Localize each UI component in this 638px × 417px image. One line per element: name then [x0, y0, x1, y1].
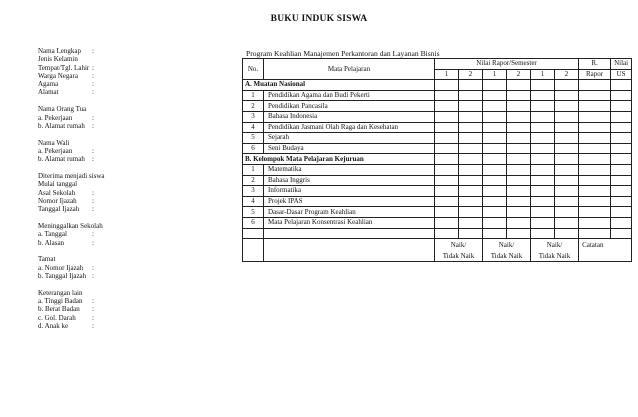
- grade-cell: [459, 217, 483, 228]
- grade-cell: [555, 164, 579, 175]
- field-colon: :: [92, 113, 94, 122]
- grade-cell: [531, 90, 555, 101]
- field-label: Nomor Ijazah: [38, 196, 77, 205]
- semester-header: 1: [483, 69, 507, 80]
- subject-name: Dasar-Dasar Program Keahlian: [264, 207, 435, 218]
- header-no: No.: [243, 59, 264, 80]
- subject-row: [243, 122, 632, 133]
- field-label: Meninggalkan Sekolah: [38, 222, 103, 231]
- subject-name: Pendidikan Agama dan Budi Pekerti: [264, 90, 435, 101]
- grade-cell: [579, 207, 611, 218]
- subject-number: 5: [243, 207, 264, 218]
- grade-cell: [611, 101, 632, 112]
- blank-cell: [264, 239, 435, 262]
- grade-cell: [555, 143, 579, 154]
- field-label: Keterangan lain: [38, 288, 83, 297]
- field-label: Jenis Kelamin: [38, 55, 78, 64]
- grade-cell: [507, 101, 531, 112]
- grade-cell: [435, 111, 459, 122]
- blank-row: [243, 228, 632, 239]
- grade-cell: [555, 122, 579, 133]
- field-label: Nama Lengkap: [38, 47, 81, 55]
- section-title: B. Kelompok Mata Pelajaran Kejuruan: [243, 154, 435, 165]
- field-colon: :: [92, 88, 94, 97]
- group-spacer: [38, 214, 228, 223]
- identity-row: [38, 322, 228, 330]
- grade-cell: [435, 101, 459, 112]
- grade-cell: [611, 207, 632, 218]
- grade-cell: [459, 90, 483, 101]
- grade-cell: [531, 154, 555, 165]
- grades-table: [242, 58, 632, 262]
- identity-row: [38, 189, 228, 197]
- subject-name: Sejarah: [264, 133, 435, 144]
- subject-number: 1: [243, 90, 264, 101]
- grade-cell: [435, 122, 459, 133]
- field-label: Asal Sekolah: [38, 188, 76, 197]
- grade-cell: [579, 175, 611, 186]
- field-label: Mulai tanggal: [38, 180, 78, 189]
- semester-header: 2: [459, 69, 483, 80]
- field-colon: :: [92, 188, 94, 197]
- identity-row: [38, 230, 228, 238]
- grade-cell: [435, 186, 459, 197]
- status-tidak-naik: Tidak Naik: [490, 252, 523, 261]
- grade-cell: [435, 164, 459, 175]
- grade-cell: [611, 122, 632, 133]
- grade-cell: [435, 175, 459, 186]
- grade-cell: [459, 186, 483, 197]
- subject-number: 6: [243, 143, 264, 154]
- grade-cell: [531, 217, 555, 228]
- grade-cell: [531, 186, 555, 197]
- grade-cell: [555, 133, 579, 144]
- grade-cell: [507, 90, 531, 101]
- identity-row: [38, 55, 228, 63]
- subject-name: Bahasa Inggris: [264, 175, 435, 186]
- grade-cell: [507, 133, 531, 144]
- section-title: A. Muatan Nasional: [243, 80, 435, 91]
- field-colon: [92, 222, 100, 230]
- field-label: Alamat: [38, 88, 59, 97]
- grade-cell: [611, 164, 632, 175]
- subject-row: [243, 175, 632, 186]
- identity-row: [38, 114, 228, 122]
- grade-cell: [555, 111, 579, 122]
- grade-cell: [555, 90, 579, 101]
- grade-cell: [483, 143, 507, 154]
- grade-cell: [435, 217, 459, 228]
- grade-cell: [264, 228, 435, 239]
- grade-cell: [611, 154, 632, 165]
- grade-cell: [459, 143, 483, 154]
- field-colon: :: [92, 146, 94, 155]
- field-label: a. Nomor Ijazah: [38, 263, 84, 272]
- field-colon: :: [92, 322, 94, 331]
- grade-cell: [611, 111, 632, 122]
- field-colon: [92, 172, 100, 180]
- notes-label: Catatan: [582, 241, 604, 250]
- identity-row: [38, 272, 228, 280]
- grade-cell: [483, 154, 507, 165]
- grade-cell: [531, 111, 555, 122]
- grade-cell: [579, 133, 611, 144]
- subject-name: Matematika: [264, 164, 435, 175]
- grade-cell: [507, 228, 531, 239]
- subject-row: [243, 111, 632, 122]
- status-tidak-naik: Tidak Naik: [442, 252, 475, 261]
- grade-cell: [579, 217, 611, 228]
- subject-name: Informatika: [264, 186, 435, 197]
- grade-cell: [483, 122, 507, 133]
- grade-cell: [483, 133, 507, 144]
- grade-cell: [459, 101, 483, 112]
- field-label: Agama: [38, 80, 59, 89]
- grade-cell: [459, 80, 483, 91]
- field-colon: :: [92, 205, 94, 214]
- grade-cell: [579, 186, 611, 197]
- identity-row: [38, 180, 228, 188]
- grade-cell: [483, 186, 507, 197]
- grade-cell: [435, 228, 459, 239]
- grade-cell: [611, 175, 632, 186]
- field-label: Diterima menjadi siswa: [38, 172, 105, 181]
- subject-number: 5: [243, 133, 264, 144]
- group-spacer: [38, 247, 228, 256]
- field-label: Tanggal Ijazah: [38, 205, 80, 214]
- grade-cell: [459, 122, 483, 133]
- grade-cell: [555, 101, 579, 112]
- header-nilai-us: Nilai: [611, 59, 632, 70]
- subject-row: [243, 164, 632, 175]
- field-colon: :: [92, 63, 94, 72]
- grade-cell: [507, 217, 531, 228]
- identity-row: [38, 122, 228, 130]
- identity-row: [38, 172, 228, 180]
- field-colon: [92, 289, 100, 297]
- grade-cell: [435, 133, 459, 144]
- subject-name: Seni Budaya: [264, 143, 435, 154]
- grade-cell: [435, 196, 459, 207]
- subject-name: Projek IPAS: [264, 196, 435, 207]
- grade-cell: [435, 207, 459, 218]
- group-spacer: [38, 280, 228, 289]
- grade-cell: [611, 80, 632, 91]
- grade-cell: [435, 90, 459, 101]
- field-label: b. Alasan: [38, 238, 65, 247]
- field-label: Nama Wali: [38, 138, 70, 147]
- grade-cell: [459, 133, 483, 144]
- grade-cell: [459, 164, 483, 175]
- grade-cell: [531, 228, 555, 239]
- grade-cell: [555, 228, 579, 239]
- identity-row: [38, 105, 228, 113]
- grade-cell: [579, 228, 611, 239]
- grade-cell: [507, 186, 531, 197]
- header-rapor: Rapor: [579, 69, 611, 80]
- identity-row: [38, 80, 228, 88]
- grade-cell: [483, 101, 507, 112]
- field-label: b. Tanggal Ijazah: [38, 272, 87, 281]
- identity-row: [38, 197, 228, 205]
- field-colon: :: [92, 121, 94, 130]
- field-colon: :: [92, 305, 94, 314]
- subject-row: [243, 196, 632, 207]
- semester-header: 2: [507, 69, 531, 80]
- field-colon: :: [92, 71, 94, 80]
- field-colon: [92, 105, 100, 113]
- grade-cell: [531, 143, 555, 154]
- header-r: R.: [579, 59, 611, 70]
- group-spacer: [38, 130, 228, 139]
- promotion-row: [243, 239, 632, 262]
- grade-cell: [507, 111, 531, 122]
- grade-cell: [531, 196, 555, 207]
- identity-row: [38, 155, 228, 163]
- field-colon: [92, 180, 100, 188]
- grade-cell: [483, 111, 507, 122]
- grade-cell: [507, 164, 531, 175]
- identity-row: [38, 139, 228, 147]
- grade-cell: [483, 164, 507, 175]
- grade-cell: [483, 80, 507, 91]
- field-colon: :: [92, 196, 94, 205]
- field-colon: :: [92, 47, 94, 55]
- grade-cell: [459, 111, 483, 122]
- identity-row: [38, 205, 228, 213]
- grade-cell: [579, 164, 611, 175]
- grade-cell: [611, 217, 632, 228]
- promotion-status: [435, 239, 483, 262]
- field-colon: [92, 139, 100, 147]
- group-spacer: [38, 164, 228, 173]
- page-title: BUKU INDUK SISWA: [270, 14, 368, 24]
- field-colon: :: [92, 238, 94, 247]
- subject-number: 2: [243, 175, 264, 186]
- subject-name: Mata Pelajaran Konsentrasi Keahlian: [264, 217, 435, 228]
- identity-row: [38, 72, 228, 80]
- grade-cell: [531, 164, 555, 175]
- grade-cell: [435, 154, 459, 165]
- notes-cell: [579, 239, 632, 262]
- grade-cell: [555, 207, 579, 218]
- grade-cell: [507, 175, 531, 186]
- grade-cell: [531, 101, 555, 112]
- status-naik: Naik/: [450, 241, 467, 250]
- field-label: Nama Orang Tua: [38, 105, 87, 114]
- grade-cell: [507, 207, 531, 218]
- field-colon: [92, 255, 100, 263]
- identity-row: [38, 297, 228, 305]
- field-colon: :: [92, 155, 94, 164]
- grade-cell: [611, 196, 632, 207]
- subject-number: 3: [243, 186, 264, 197]
- grade-cell: [579, 196, 611, 207]
- grade-cell: [483, 217, 507, 228]
- field-label: b. Alamat rumah: [38, 121, 85, 130]
- status-tidak-naik: Tidak Naik: [538, 252, 571, 261]
- subject-row: [243, 217, 632, 228]
- grade-cell: [555, 175, 579, 186]
- grade-cell: [483, 207, 507, 218]
- field-label: a. Pekerjaan: [38, 113, 73, 122]
- grade-cell: [507, 80, 531, 91]
- identity-row: [38, 222, 228, 230]
- promotion-status: [483, 239, 531, 262]
- status-naik: Naik/: [546, 241, 563, 250]
- identity-row: [38, 264, 228, 272]
- grade-cell: [579, 111, 611, 122]
- subject-name: Bahasa Indonesia: [264, 111, 435, 122]
- grade-cell: [459, 154, 483, 165]
- grade-cell: [611, 143, 632, 154]
- identity-fields: [38, 47, 228, 330]
- grade-cell: [435, 80, 459, 91]
- subject-row: [243, 90, 632, 101]
- subject-row: [243, 133, 632, 144]
- identity-row: [38, 289, 228, 297]
- identity-row: [38, 88, 228, 96]
- grade-cell: [483, 228, 507, 239]
- grade-cell: [555, 154, 579, 165]
- grade-cell: [531, 207, 555, 218]
- field-colon: :: [92, 272, 94, 281]
- header-nilai-rapor: Nilai Rapor/Semester: [435, 59, 579, 70]
- grade-cell: [555, 80, 579, 91]
- grade-cell: [459, 196, 483, 207]
- subject-row: [243, 207, 632, 218]
- subject-name: Pendidikan Jasmani Olah Raga dan Kesehatan: [264, 122, 435, 133]
- field-label: Tempat/Tgl. Lahir: [38, 63, 90, 72]
- subject-number: 6: [243, 217, 264, 228]
- blank-cell: [243, 239, 264, 262]
- grade-cell: [555, 196, 579, 207]
- status-naik: Naik/: [498, 241, 515, 250]
- field-label: a. Tanggal: [38, 230, 67, 239]
- section-a-row: [243, 80, 632, 91]
- group-spacer: [38, 97, 228, 106]
- subject-number: 4: [243, 122, 264, 133]
- subject-number: 1: [243, 164, 264, 175]
- grade-cell: [555, 186, 579, 197]
- semester-header: 1: [531, 69, 555, 80]
- field-colon: :: [92, 263, 94, 272]
- header-subject: Mata Pelajaran: [264, 59, 435, 80]
- grade-cell: [531, 175, 555, 186]
- grade-cell: [483, 90, 507, 101]
- identity-row: [38, 255, 228, 263]
- grade-cell: [483, 196, 507, 207]
- field-label: b. Alamat rumah: [38, 155, 85, 164]
- identity-row: [38, 305, 228, 313]
- semester-header: 1: [435, 69, 459, 80]
- grade-cell: [507, 143, 531, 154]
- program-heading: Program Keahlian Manajemen Perkantoran dan Layanan Bisnis: [246, 49, 440, 58]
- grade-cell: [435, 143, 459, 154]
- grade-cell: [531, 133, 555, 144]
- field-label: d. Anak ke: [38, 322, 69, 331]
- grade-cell: [579, 90, 611, 101]
- field-label: a. Pekerjaan: [38, 146, 73, 155]
- subject-row: [243, 186, 632, 197]
- field-colon: [92, 55, 100, 63]
- grade-cell: [579, 80, 611, 91]
- identity-row: [38, 147, 228, 155]
- grade-cell: [459, 228, 483, 239]
- grade-cell: [611, 133, 632, 144]
- identity-row: [38, 64, 228, 72]
- identity-row: [38, 47, 228, 55]
- grade-cell: [611, 228, 632, 239]
- grade-cell: [459, 175, 483, 186]
- subject-name: Pendidikan Pancasila: [264, 101, 435, 112]
- grade-cell: [611, 186, 632, 197]
- grade-cell: [555, 217, 579, 228]
- field-label: Warga Negara: [38, 71, 78, 80]
- subject-row: [243, 101, 632, 112]
- header-us: US: [611, 69, 632, 80]
- grade-cell: [459, 207, 483, 218]
- field-label: b. Berat Badan: [38, 305, 80, 314]
- field-colon: :: [92, 313, 94, 322]
- identity-row: [38, 314, 228, 322]
- semester-header: 2: [555, 69, 579, 80]
- subject-number: 4: [243, 196, 264, 207]
- grade-cell: [243, 228, 264, 239]
- section-b-row: [243, 154, 632, 165]
- field-colon: :: [92, 297, 94, 306]
- field-label: c. Gol. Darah: [38, 313, 76, 322]
- grade-cell: [611, 90, 632, 101]
- promotion-status: [531, 239, 579, 262]
- grade-cell: [507, 122, 531, 133]
- field-colon: :: [92, 230, 94, 239]
- grade-cell: [579, 101, 611, 112]
- grade-cell: [531, 80, 555, 91]
- grade-cell: [507, 154, 531, 165]
- grade-cell: [579, 122, 611, 133]
- grade-cell: [579, 143, 611, 154]
- grade-cell: [531, 122, 555, 133]
- field-colon: :: [92, 80, 94, 89]
- grade-cell: [483, 175, 507, 186]
- field-label: Tamat: [38, 255, 56, 264]
- grade-cell: [579, 154, 611, 165]
- subject-number: 2: [243, 101, 264, 112]
- subject-row: [243, 143, 632, 154]
- field-label: a. Tinggi Badan: [38, 297, 83, 306]
- identity-row: [38, 239, 228, 247]
- subject-number: 3: [243, 111, 264, 122]
- grade-cell: [507, 196, 531, 207]
